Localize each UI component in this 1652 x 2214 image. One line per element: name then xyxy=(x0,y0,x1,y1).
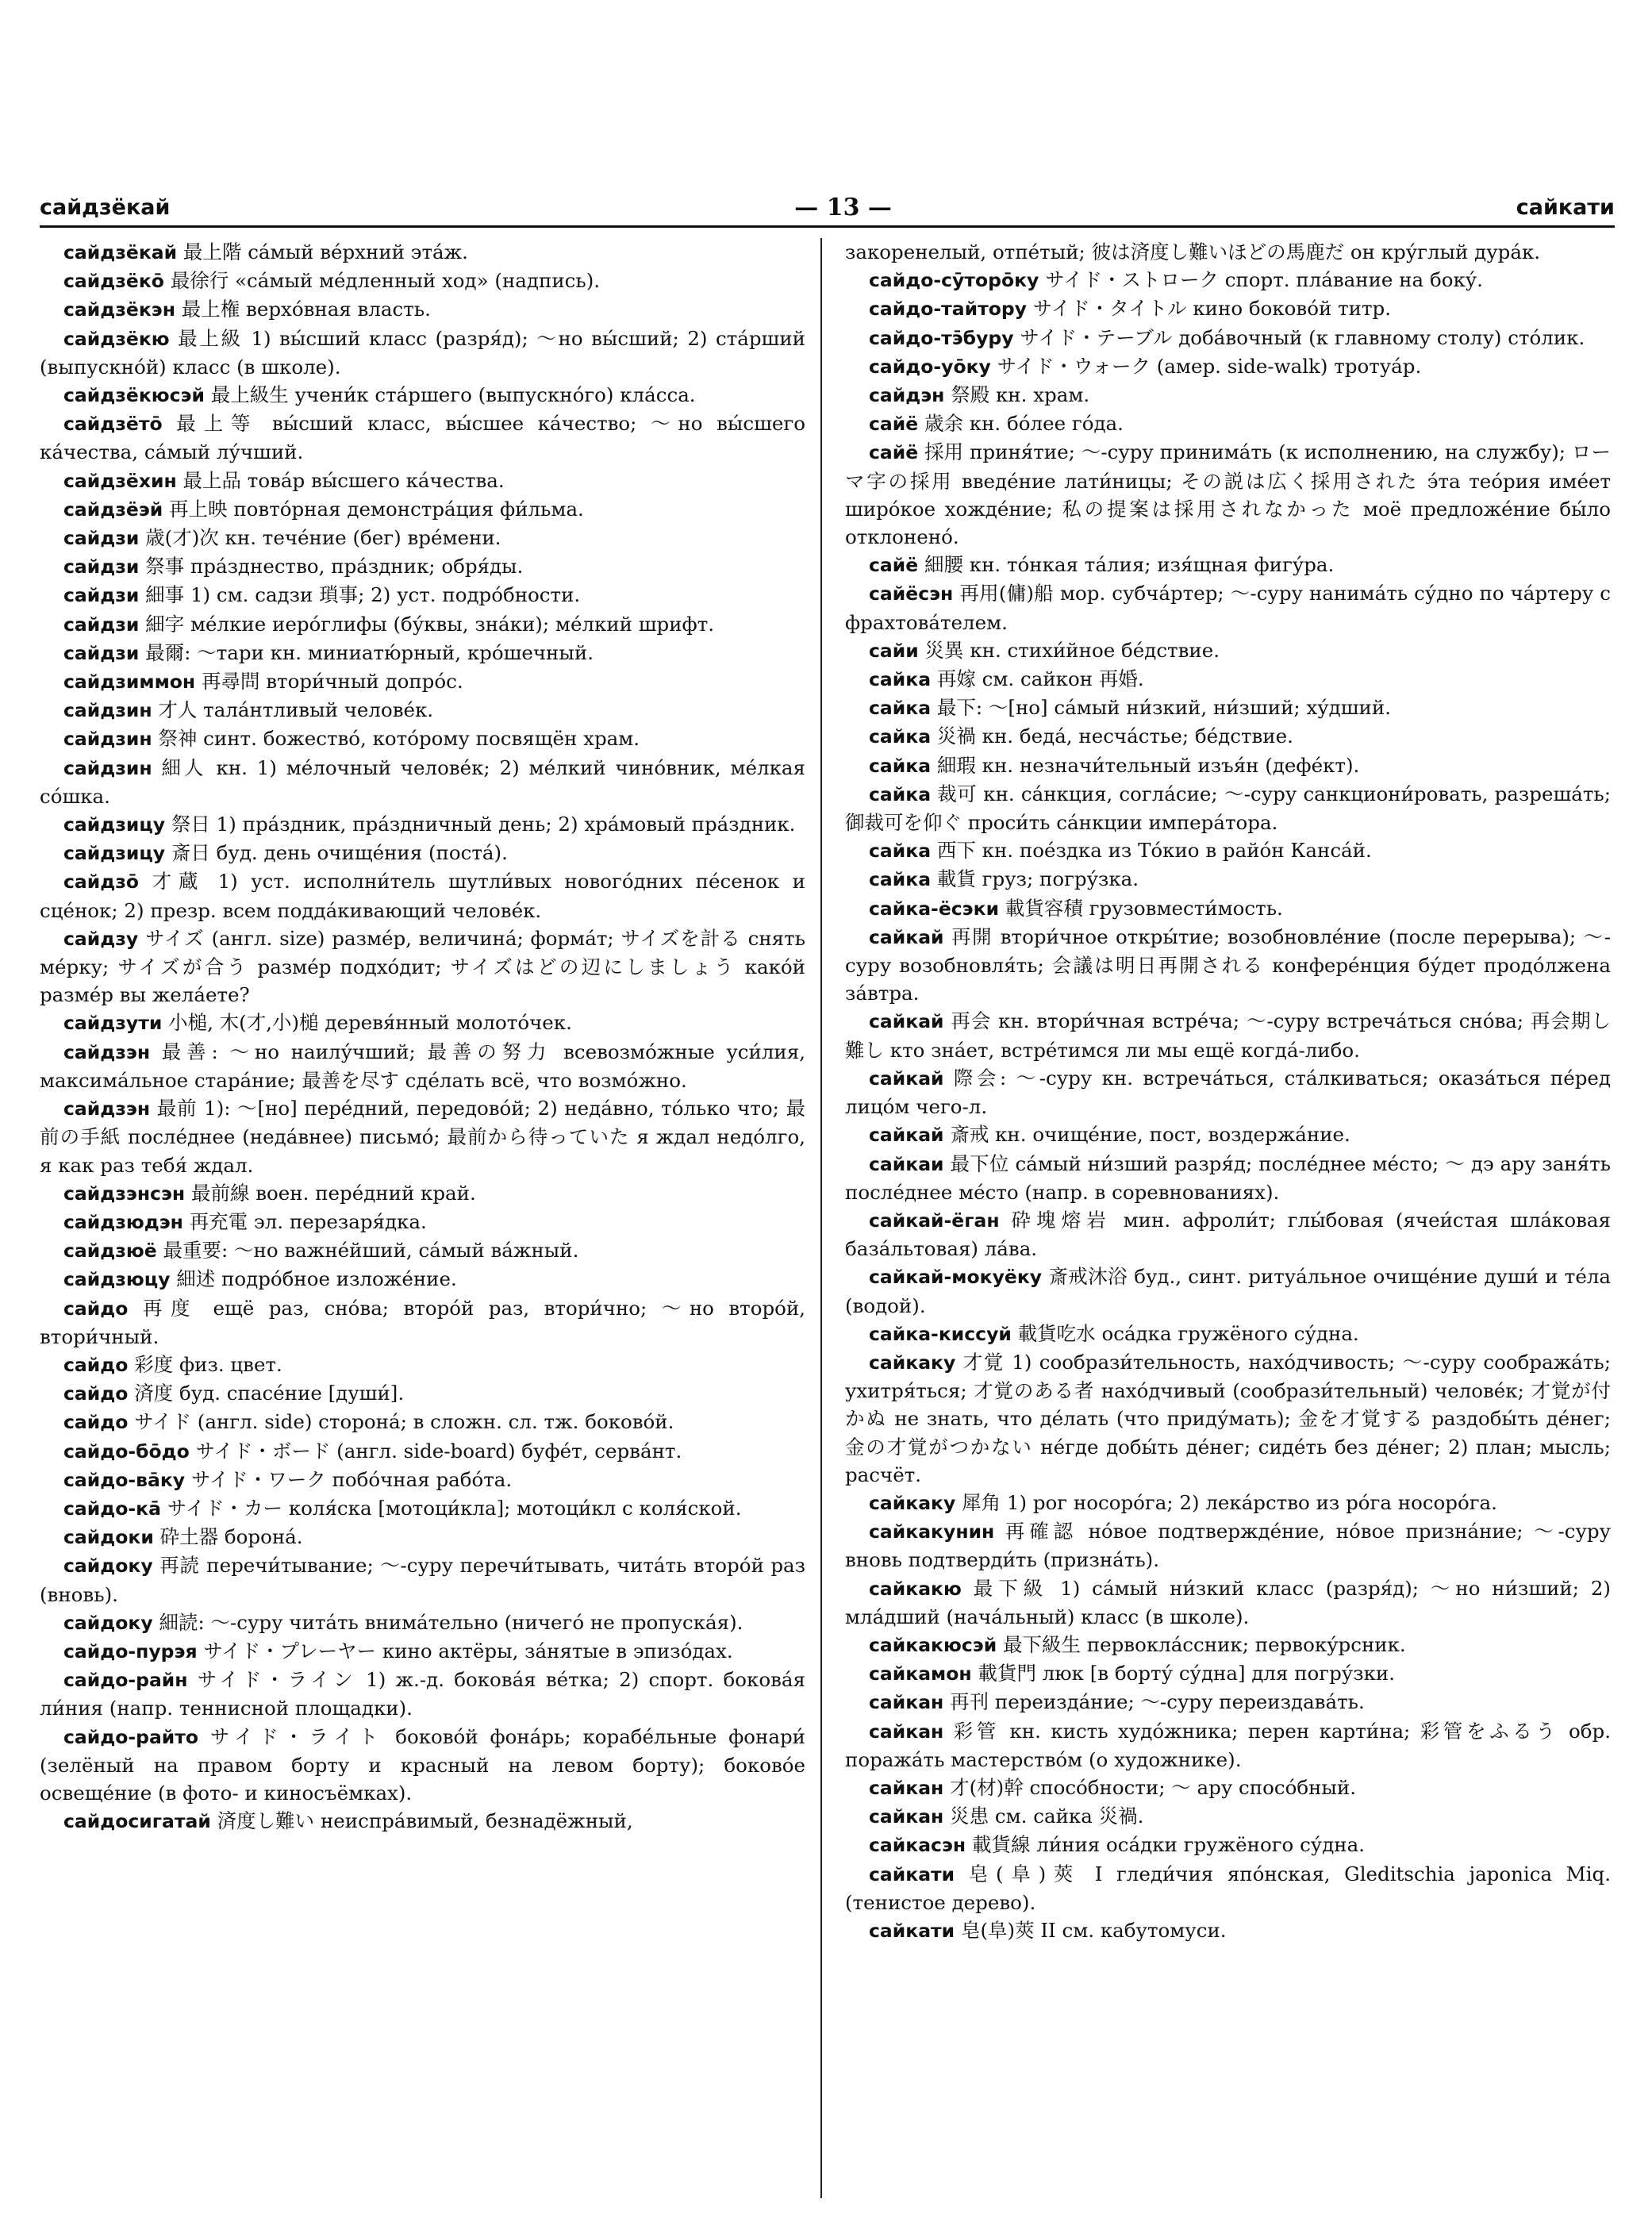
entry-definition: 最上階 са́мый ве́рхний эта́ж. xyxy=(182,240,468,263)
entry-definition: 再確認 но́вое подтвержде́ние, но́вое призна́ние; ～-суру вновь подтверди́ть (призна́ть). xyxy=(845,1520,1611,1572)
entry-definition: 再尋問 втори́чный допро́с. xyxy=(201,670,463,694)
dictionary-entry xyxy=(845,1348,1611,1489)
right-column xyxy=(845,238,1611,2198)
dictionary-entry xyxy=(845,665,1611,694)
dictionary-entry xyxy=(845,324,1611,352)
dictionary-entry xyxy=(845,1659,1611,1688)
entry-headword: сайка xyxy=(869,782,932,805)
dictionary-entry xyxy=(40,1009,805,1037)
dictionary-entry xyxy=(40,1466,805,1494)
entry-definition: 載貨容積 грузовмести́мость. xyxy=(1005,896,1283,920)
entry-definition: 済度し難い неиспра́вимый, безнадёжный, xyxy=(217,1809,633,1833)
entry-definition: 再充電 эл. перезаря́дка. xyxy=(189,1209,427,1233)
entry-headword: сайка xyxy=(869,668,932,691)
dictionary-entry xyxy=(40,524,805,552)
dictionary-entry xyxy=(845,1206,1611,1263)
entry-definition: 再度 ещё раз, сно́ва; второ́й раз, втори́чно; ～но второ́й, втори́чный. xyxy=(40,1296,805,1348)
entry-headword: сайкай xyxy=(869,1067,944,1090)
entry-headword: сайдзэнсэн xyxy=(63,1182,186,1205)
dictionary-entry xyxy=(845,1717,1611,1774)
dictionary-entry xyxy=(40,1807,805,1835)
dictionary-entry xyxy=(845,780,1611,836)
entry-definition: 斎戒沐浴 буд., синт. ритуа́льное очище́ние души́ и те́ла (водой). xyxy=(845,1265,1611,1317)
dictionary-entry xyxy=(845,694,1611,722)
header-rule xyxy=(40,225,1615,228)
entry-definition: 再読 перечи́тывание; ～-суру перечи́тывать, чита́ть второ́й раз (вновь). xyxy=(40,1554,805,1606)
entry-headword: сайкаку xyxy=(869,1491,956,1514)
dictionary-entry xyxy=(40,1609,805,1637)
entry-definition: サイド・タイトル кино боково́й титр. xyxy=(1032,297,1392,321)
dictionary-entry xyxy=(40,581,805,609)
dictionary-entry xyxy=(845,751,1611,780)
left-column xyxy=(40,238,805,2198)
dictionary-entry xyxy=(40,1294,805,1351)
dictionary-entry xyxy=(40,754,805,810)
dictionary-entry xyxy=(845,238,1611,266)
dictionary-entry xyxy=(40,381,805,409)
dictionary-entry xyxy=(845,1774,1611,1802)
entry-headword: сайкан xyxy=(869,1720,944,1743)
dictionary-entry xyxy=(40,238,805,267)
dictionary-entry xyxy=(40,295,805,324)
entry-definition: 西下 кн. пое́здка из То́кио в райо́н Канса́й. xyxy=(936,839,1372,863)
entry-headword: сайдо-райн xyxy=(63,1669,188,1692)
entry-headword: сайка xyxy=(869,697,932,720)
dictionary-entry xyxy=(845,836,1611,865)
entry-headword: сайкай xyxy=(869,925,944,948)
entry-definition: 最下: ～[но] са́мый ни́зкий, ни́зший; ху́дший. xyxy=(936,696,1391,720)
entry-definition: 最下級 1) са́мый ни́зкий класс (разря́д); ～но ни́зший; 2) мла́дший (нача́льный) класс (в школе). xyxy=(845,1576,1611,1628)
dictionary-entry xyxy=(845,551,1611,579)
entry-headword: сайдо-сӯторо̄ку xyxy=(869,269,1039,292)
dictionary-entry xyxy=(40,1094,805,1179)
entry-definition: 再用(傭)船 мор. субча́ртер; ～-суру нанима́ть су́дно по ча́ртеру с фрахтова́телем. xyxy=(845,582,1611,634)
dictionary-entry xyxy=(845,1802,1611,1831)
entry-headword: сайдзёэй xyxy=(63,498,163,521)
entry-definition: 砕土器 борона́. xyxy=(159,1525,303,1549)
entry-headword: сайдзин xyxy=(63,699,152,722)
entry-headword: сайдо-тэ̄буру xyxy=(869,326,1014,349)
entry-headword: сайдоку xyxy=(63,1611,153,1634)
entry-headword: сайдзи xyxy=(63,527,140,550)
dictionary-entry xyxy=(845,923,1611,1008)
entry-definition: 彩度 физ. цвет. xyxy=(134,1352,282,1376)
entry-definition: サイド・テーブル доба́вочный (к главному столу) сто́лик. xyxy=(1020,325,1585,349)
header-right-guideword: сайкати xyxy=(1516,194,1615,220)
entry-headword: сайёсэн xyxy=(869,582,954,605)
dictionary-entry xyxy=(845,438,1611,551)
entry-headword: сайдо xyxy=(63,1297,129,1320)
entry-headword: сайдзиммон xyxy=(63,671,196,694)
dictionary-entry xyxy=(845,1574,1611,1631)
entry-headword: сайдо-уо̄ку xyxy=(869,355,991,378)
entry-definition: 祭事 пра́зднество, пра́здник; обря́ды. xyxy=(145,555,524,578)
entry-definition: 祭日 1) пра́здник, пра́здничный день; 2) хра́мовый пра́здник. xyxy=(171,813,796,836)
entry-headword: сайдзи xyxy=(63,584,140,607)
entry-headword: сайё xyxy=(869,413,919,436)
entry-headword: сайкаи xyxy=(869,1152,944,1175)
entry-headword: сайдзюцу xyxy=(63,1268,171,1291)
entry-definition: 災患 см. сайка 災禍. xyxy=(950,1805,1144,1828)
dictionary-entry xyxy=(40,924,805,1009)
entry-headword: сайдзёто̄ xyxy=(63,413,163,436)
entry-headword: сайдзёко̄ xyxy=(63,270,164,293)
dictionary-entry xyxy=(845,1150,1611,1206)
entry-headword: сайдзэн xyxy=(63,1040,151,1063)
dictionary-entry xyxy=(40,867,805,924)
entry-definition: 歳余 кн. бо́лее го́да. xyxy=(924,412,1124,436)
entry-headword: сайкай-мокуёку xyxy=(869,1266,1043,1289)
entry-definition: サイド・ワーク побо́чная рабо́та. xyxy=(190,1467,513,1491)
entry-definition: 細人 кн. 1) ме́лочный челове́к; 2) ме́лкий чино́вник, ме́лкая со́шка. xyxy=(40,755,805,808)
entry-definition: 災異 кн. стихи́йное бе́дствие. xyxy=(924,638,1220,662)
dictionary-entry xyxy=(40,1179,805,1208)
entry-definition: 再嫁 см. сайкон 再婚. xyxy=(936,667,1144,691)
entry-headword: сайдо xyxy=(63,1382,129,1405)
dictionary-entry xyxy=(845,1064,1611,1120)
dictionary-entry xyxy=(845,722,1611,751)
entry-definition: 最上品 това́р вы́сшего ка́чества. xyxy=(182,468,505,492)
entry-definition: 祭殿 кн. храм. xyxy=(951,383,1090,407)
entry-headword: сайдо-пурэя xyxy=(63,1639,198,1662)
entry-definition: 再会 кн. втори́чная встре́ча; ～-суру встреча́ться сно́ва; 再会期し難し кто зна́ет, встре́тимся ли мы ещё когда́-либо. xyxy=(845,1009,1611,1062)
dictionary-entry xyxy=(40,1208,805,1236)
entry-headword: сайдо-ка̄ xyxy=(63,1497,161,1520)
entry-headword: сайкай-ёган xyxy=(869,1209,1000,1232)
dictionary-entry xyxy=(845,1688,1611,1716)
dictionary-entry xyxy=(40,725,805,753)
dictionary-entry xyxy=(845,894,1611,923)
entry-headword: сайдзути xyxy=(63,1012,163,1035)
dictionary-entry xyxy=(845,1631,1611,1659)
dictionary-entry xyxy=(40,810,805,839)
entry-headword: сайё xyxy=(869,554,919,577)
entry-definition: 最上級生 учени́к ста́ршего (выпускно́го) кла́сса. xyxy=(210,383,696,407)
entry-headword: сайкамон xyxy=(869,1662,972,1685)
entry-headword: сайкан xyxy=(869,1805,944,1828)
entry-definition: 才覚 1) сообрази́тельность, нахо́дчивость; ～-суру сообража́ть; ухитря́ться; 才覚のある者 нахо́дчивый (сообрази́тельный) челове́к; 才覚が付かぬ не знать, что де́лать (что приду́мать); 金を才覚する раздобы́ть де́нег; 金の才覚がつかない не́где добы́ть де́нег; сиде́ть без де́нег; 2) план; мысль; расчёт. xyxy=(845,1350,1611,1486)
entry-headword: сайдзёкэн xyxy=(63,298,175,321)
entry-headword: сайдзэн xyxy=(63,1097,151,1120)
entry-headword: сайкай xyxy=(869,1010,944,1033)
dictionary-entry xyxy=(845,1860,1611,1916)
entry-definition: 細字 ме́лкие иеро́глифы (бу́квы, зна́ки); ме́лкий шрифт. xyxy=(145,612,715,636)
dictionary-entry xyxy=(40,639,805,667)
entry-definition: 採用 приня́тие; ～-суру принима́ть (к исполнению, на службу); ローマ字の採用 введе́ние лати́ницы; その説は広く採用された э́та тео́рия име́ет широ́кое хожде́ние; 私の提案は採用されなかった моё предложе́ние бы́ло отклонено́. xyxy=(845,440,1611,549)
entry-definition: 際会: ～-суру кн. встреча́ться, ста́лкиваться; оказа́ться пе́ред лицо́м чего-л. xyxy=(845,1066,1611,1119)
dictionary-entry xyxy=(845,865,1611,894)
entry-headword: сайдо-райто xyxy=(63,1725,199,1748)
entry-headword: сайкакюсэй xyxy=(869,1633,997,1656)
entry-definition: サイド・カー коля́ска [мотоци́кла]; мотоци́кл с коля́ской. xyxy=(167,1496,742,1520)
entry-definition: 最重要: ～но важне́йший, са́мый ва́жный. xyxy=(163,1239,579,1263)
entry-definition: 載貨線 ли́ния оса́дки гружёного су́дна. xyxy=(971,1833,1366,1857)
dictionary-entry xyxy=(845,352,1611,381)
entry-headword: сайкати xyxy=(869,1862,955,1885)
entry-definition: サイド・ストローク спорт. пла́вание на боку́. xyxy=(1045,268,1483,292)
dictionary-entry xyxy=(40,1265,805,1293)
entry-definition: 最善: ～но наилу́чший; 最善の努力 всевозмо́жные уси́лия, максима́льное стара́ние; 最善を尽す сде́лать всё, что возмо́жно. xyxy=(40,1040,805,1092)
entry-definition: 才(材)幹 спосо́бности; ～ ару спосо́бный. xyxy=(950,1775,1357,1799)
entry-headword: сайдо xyxy=(63,1353,129,1376)
entry-headword: сайи xyxy=(869,639,919,662)
entry-headword: сайдзицу xyxy=(63,813,166,836)
dictionary-entry xyxy=(845,266,1611,294)
entry-definition: 砕塊熔岩 мин. афроли́т; глы́бовая (ячеи́стая шла́ковая база́льтовая) ла́ва. xyxy=(845,1208,1611,1261)
dictionary-entry xyxy=(845,1320,1611,1348)
entry-headword: сайдзюё xyxy=(63,1240,157,1263)
entry-definition: 才人 тала́нтливый челове́к. xyxy=(158,698,434,722)
running-header xyxy=(40,189,1615,225)
entry-definition: サイド・ライト боково́й фона́рь; корабе́льные фонари́ (зелёный на правом борту и красный на левом борту); боково́е освеще́ние (в фото- и киносъёмках). xyxy=(40,1724,805,1805)
dictionary-entry xyxy=(40,1551,805,1608)
dictionary-entry xyxy=(40,1723,805,1808)
entry-definition: 細読: ～-суру чита́ть внима́тельно (ничего́ не пропуска́я). xyxy=(159,1610,743,1634)
entry-definition: 皂(阜)莢 I гледи́чия япо́нская, Gleditschia japonica Miq. (тенистое дерево). xyxy=(845,1862,1611,1914)
entry-definition: 才蔵 1) уст. исполни́тель шутли́вых нового́дних пе́сенок и сце́нок; 2) презр. всем подда́кивающий челове́к. xyxy=(40,870,805,922)
entry-headword: сайкати xyxy=(869,1919,955,1942)
entry-definition: 細述 подро́бное изложе́ние. xyxy=(176,1267,457,1291)
entry-headword: сайкаку xyxy=(869,1351,956,1374)
entry-headword: сайдзи xyxy=(63,613,140,636)
dictionary-entry xyxy=(40,467,805,495)
entry-headword: сайдо-бо̄до xyxy=(63,1439,190,1463)
dictionary-entry xyxy=(40,495,805,524)
entry-definition: 再上映 повто́рная демонстра́ция фи́льма. xyxy=(169,497,584,521)
entry-headword: сайдосигатай xyxy=(63,1810,211,1833)
entry-definition: 裁可 кн. са́нкция, согла́сие; ～-суру санкциони́ровать, разреша́ть; 御裁可を仰ぐ проси́ть са́нкции импера́тора. xyxy=(845,782,1611,835)
entry-definition: 最前 1): ～[но] пере́дний, передово́й; 2) неда́вно, то́лько что; 最前の手紙 после́днее (неда́внее) письмо́; 最前から待っていた я ждал недо́лго, я как раз тебя́ ждал. xyxy=(40,1097,805,1177)
entry-headword: сайдзёкай xyxy=(63,241,178,263)
dictionary-entry xyxy=(845,636,1611,665)
dictionary-entry xyxy=(40,1666,805,1722)
entry-headword: сайдзи xyxy=(63,641,140,664)
entry-definition: 細腰 кн. то́нкая та́лия; изя́щная фигу́ра. xyxy=(924,553,1335,577)
entry-definition: 最上等 вы́сший класс, вы́сшее ка́чество; ～но вы́сшего ка́чества, са́мый лу́чший. xyxy=(40,412,805,464)
entry-definition: サイド・プレーヤー кино актёры, за́нятые в эпизо́дах. xyxy=(203,1639,733,1662)
entry-headword: сайка xyxy=(869,725,932,748)
entry-definition: 斎戒 кн. очище́ние, пост, воздержа́ние. xyxy=(950,1123,1350,1147)
entry-headword: сайдоки xyxy=(63,1526,154,1549)
dictionary-entry xyxy=(40,667,805,696)
dictionary-entry xyxy=(40,610,805,639)
entry-definition: 最上級 1) вы́сший класс (разря́д); ～но вы́сший; 2) ста́рший (выпускно́й) класс (в школе). xyxy=(40,326,805,379)
entry-definition: サイド (англ. side) сторона́; в сложн. сл. тж. боково́й. xyxy=(134,1410,674,1434)
entry-headword: сайдзюдэн xyxy=(63,1210,183,1233)
entry-headword: сайдо-ва̄ку xyxy=(63,1468,186,1491)
entry-definition: 災禍 кн. беда́, несча́стье; бе́дствие. xyxy=(936,725,1293,748)
entry-headword: сайкакю xyxy=(869,1577,962,1600)
entry-definition: закоренелый, отпе́тый; 彼は済度し難いほどの馬鹿だ он кру́глый дура́к. xyxy=(845,240,1541,263)
dictionary-entry xyxy=(40,1523,805,1551)
entry-definition: 犀角 1) рог носоро́га; 2) лека́рство из ро́га носоро́га. xyxy=(962,1490,1497,1514)
entry-definition: 皂(阜)莢 II см. кабутомуси. xyxy=(960,1918,1227,1942)
entry-headword: сайкан xyxy=(869,1776,944,1799)
header-left-guideword: сайдзёкай xyxy=(40,194,171,220)
dictionary-entry xyxy=(845,381,1611,409)
entry-headword: сайка-ёсэки xyxy=(869,897,1000,920)
entry-headword: сайдэн xyxy=(869,384,945,407)
entry-definition: 斎日 буд. день очище́ния (поста́). xyxy=(171,841,508,865)
dictionary-entry xyxy=(845,1916,1611,1945)
dictionary-entry xyxy=(845,579,1611,636)
entry-headword: сайдзёкю xyxy=(63,327,170,350)
entry-definition: 最下級生 первокла́ссник; первоку́рсник. xyxy=(1002,1632,1406,1656)
entry-headword: сайдзин xyxy=(63,728,152,751)
entry-definition: 再刊 переизда́ние; ～-суру переиздава́ть. xyxy=(950,1690,1365,1714)
dictionary-entry xyxy=(845,1489,1611,1517)
dictionary-entry xyxy=(845,1517,1611,1574)
entry-headword: сайдзин xyxy=(63,756,152,779)
entry-definition: サイド・ウォーク (амер. side-walk) тротуа́р. xyxy=(997,354,1422,378)
dictionary-entry xyxy=(40,1408,805,1436)
entry-headword: сайкан xyxy=(869,1691,944,1714)
entry-definition: 最下位 са́мый ни́зший разря́д; после́днее ме́сто; ～ дэ ару заня́ть после́днее ме́сто (напр. в соревнованиях). xyxy=(845,1151,1611,1204)
dictionary-entry xyxy=(40,696,805,725)
entry-headword: сайка xyxy=(869,868,932,891)
dictionary-entry xyxy=(40,1494,805,1523)
entry-headword: сайка-киссуй xyxy=(869,1322,1012,1345)
entry-definition: 歳(才)次 кн. тече́ние (бег) вре́мени. xyxy=(145,526,501,550)
dictionary-entry xyxy=(40,552,805,581)
dictionary-entry xyxy=(40,267,805,295)
entry-headword: сайкай xyxy=(869,1124,944,1147)
dictionary-entry xyxy=(845,1263,1611,1319)
entry-definition: 済度 буд. спасе́ние [души́]. xyxy=(134,1382,405,1405)
entry-headword: сайкакунин xyxy=(869,1520,995,1543)
entry-definition: 再開 втори́чное откры́тие; возобновле́ние (после перерыва); ～-суру возобновля́ть; 会議は明日再開される конфере́нция бу́дет продо́лжена за́втра. xyxy=(845,924,1611,1005)
entry-definition: 最徐行 «са́мый ме́дленный ход» (надпись). xyxy=(170,269,601,293)
dictionary-entry xyxy=(845,294,1611,323)
entry-definition: 最爾: ～тари кн. миниатю́рный, кро́шечный. xyxy=(145,640,594,664)
dictionary-entry xyxy=(40,839,805,867)
entry-headword: сайдоку xyxy=(63,1555,153,1578)
entry-headword: сайдзёхин xyxy=(63,469,177,492)
entry-definition: 載貨 груз; погру́зка. xyxy=(936,867,1139,891)
entry-definition: サイド・ボード (англ. side-board) буфе́т, серва́нт. xyxy=(195,1439,682,1463)
entry-definition: サイズ (англ. size) разме́р, величина́; форма́т; サイズを計る снять ме́рку; サイズが合う разме́р подхо́дит; サイズはどの辺にしましょう како́й разме́р вы жела́ете? xyxy=(40,926,805,1007)
entry-definition: 載貨吃水 оса́дка гружёного су́дна. xyxy=(1017,1321,1359,1345)
dictionary-entry xyxy=(40,1379,805,1408)
entry-definition: 最前線 воен. пере́дний край. xyxy=(190,1181,476,1205)
entry-headword: сайка xyxy=(869,840,932,863)
dictionary-entry xyxy=(40,1637,805,1666)
page-number: — 13 — xyxy=(794,193,892,221)
entry-headword: сайдзицу xyxy=(63,842,166,865)
dictionary-entry xyxy=(845,1007,1611,1063)
entry-definition: 細事 1) см. садзи 瑣事; 2) уст. подро́бности. xyxy=(145,583,581,607)
entry-headword: сайкасэн xyxy=(869,1834,966,1857)
entry-headword: сайё xyxy=(869,441,919,464)
dictionary-entry xyxy=(845,1831,1611,1859)
entry-definition: 祭神 синт. божество́, кото́рому посвящён храм. xyxy=(158,727,640,751)
entry-definition: サイド・ライン 1) ж.-д. бокова́я ве́тка; 2) спорт. бокова́я ли́ния (напр. теннисной площадки). xyxy=(40,1668,805,1720)
entry-headword: сайдзу xyxy=(63,927,139,950)
dictionary-entry xyxy=(40,1351,805,1379)
entry-definition: 載貨門 люк [в борту́ су́дна] для погру́зки. xyxy=(978,1662,1396,1685)
entry-definition: 彩管 кн. кисть худо́жника; перен карти́на; 彩管をふるう обр. поража́ть мастерство́м (о художнике). xyxy=(845,1719,1611,1771)
dictionary-entry xyxy=(40,325,805,381)
entry-headword: сайдзёкюсэй xyxy=(63,384,205,407)
entry-definition: 最上権 верхо́вная власть. xyxy=(181,298,431,321)
dictionary-entry xyxy=(40,1038,805,1094)
entry-headword: сайдо-тайтору xyxy=(869,298,1027,321)
entry-headword: сайка xyxy=(869,754,932,777)
dictionary-entry xyxy=(40,1236,805,1265)
dictionary-entry xyxy=(40,1437,805,1466)
dictionary-entry xyxy=(40,409,805,466)
column-divider xyxy=(820,238,822,2198)
dictionary-entry xyxy=(845,409,1611,438)
entry-headword: сайдо xyxy=(63,1411,129,1434)
entry-headword: сайдзо̄ xyxy=(63,871,140,894)
dictionary-entry xyxy=(845,1120,1611,1149)
entry-definition: 細瑕 кн. незначи́тельный изъя́н (дефе́кт). xyxy=(936,753,1360,777)
entry-headword: сайдзи xyxy=(63,555,140,578)
entry-definition: 小槌, 木(才,小)槌 деревя́нный молото́чек. xyxy=(168,1011,572,1035)
